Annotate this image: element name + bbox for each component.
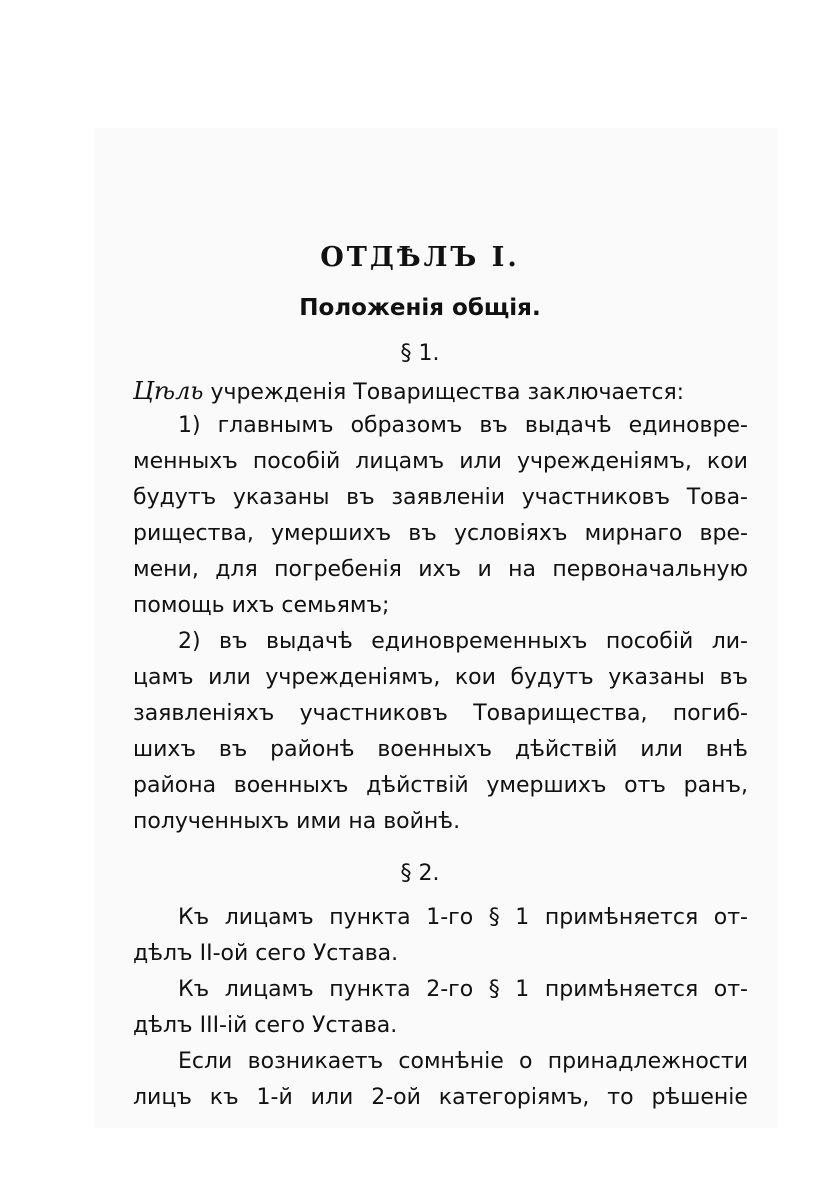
- word: то: [607, 1085, 634, 1110]
- word: 1: [515, 905, 530, 930]
- word: въ: [219, 629, 248, 654]
- word: от-: [713, 977, 748, 1002]
- word: единовременныхъ: [371, 629, 588, 654]
- word: Товарищества,: [473, 701, 648, 726]
- item1-line: [133, 559, 748, 581]
- word: погребенія: [274, 557, 402, 582]
- word: Къ: [178, 905, 210, 930]
- word: внѣ: [705, 737, 748, 762]
- word: будутъ: [510, 665, 594, 690]
- item2-line: [133, 703, 748, 725]
- word: лицамъ: [224, 905, 314, 930]
- word: ранъ,: [683, 773, 748, 798]
- word: заявленіи: [391, 485, 506, 510]
- word: возникаетъ: [247, 1049, 384, 1074]
- word: лицамъ: [224, 977, 314, 1002]
- word: учрежденіямъ,: [265, 665, 441, 690]
- word: къ: [209, 1085, 239, 1110]
- word: образомъ: [350, 413, 463, 438]
- section-1-intro: [133, 379, 753, 404]
- word: пособій: [605, 629, 694, 654]
- word: выдачѣ: [265, 629, 353, 654]
- word: пособій: [252, 449, 341, 474]
- word: ли-: [711, 629, 748, 654]
- word: военныхъ: [233, 773, 349, 798]
- word: кои: [706, 449, 748, 474]
- word: о: [519, 1049, 533, 1074]
- word: военныхъ: [377, 737, 493, 762]
- section2-p2-line: [178, 979, 748, 1001]
- intro-italic-word: Цѣль: [133, 377, 204, 405]
- item1-line: [133, 487, 748, 509]
- word: кои: [454, 665, 496, 690]
- item2-line: [133, 775, 748, 797]
- word: заявленіяхъ: [133, 701, 275, 726]
- word: участниковъ: [521, 485, 671, 510]
- word: въ: [479, 413, 508, 438]
- word: рѣшеніе: [651, 1085, 748, 1110]
- item2-last-line: полученныхъ ими на войнѣ.: [133, 809, 461, 834]
- word: Къ: [178, 977, 210, 1002]
- word: умершихъ: [486, 773, 607, 798]
- word: шихъ: [133, 737, 196, 762]
- word: районѣ: [270, 737, 355, 762]
- word: примѣняется: [544, 905, 699, 930]
- word: 1-го: [426, 905, 474, 930]
- chapter-heading: ОТДѢЛЪ I.: [320, 242, 520, 273]
- word: категоріямъ,: [438, 1085, 590, 1110]
- section2-p2-last-line: дѣлъ III-ій сего Устава.: [133, 1013, 398, 1038]
- item2-line: [133, 667, 748, 689]
- word: лицамъ: [355, 449, 445, 474]
- word: въ: [346, 485, 375, 510]
- word: пункта: [329, 905, 411, 930]
- word: первоначальную: [552, 557, 748, 582]
- word: и: [477, 557, 492, 582]
- word: условіяхъ: [453, 521, 568, 546]
- item2-line: [133, 739, 748, 761]
- word: дѣйствій: [514, 737, 618, 762]
- word: дѣйствій: [366, 773, 469, 798]
- word: 2-ой: [371, 1085, 421, 1110]
- word: выдачѣ: [524, 413, 612, 438]
- word: для: [215, 557, 258, 582]
- word: района: [133, 773, 217, 798]
- intro-rest: учрежденія Товарищества заключается:: [210, 380, 685, 405]
- item1-line: [133, 451, 748, 473]
- word: §: [488, 905, 500, 930]
- word: на: [508, 557, 537, 582]
- word: или: [640, 737, 683, 762]
- word: принадлежности: [547, 1049, 748, 1074]
- word: §: [488, 977, 500, 1002]
- word: цамъ: [133, 665, 194, 690]
- item1-last-line: помощь ихъ семьямъ;: [133, 593, 390, 618]
- section2-p1-line: [178, 907, 748, 929]
- word: Това-: [686, 485, 748, 510]
- word: мирнаго: [584, 521, 683, 546]
- word: вре-: [699, 521, 748, 546]
- word: главнымъ: [217, 413, 334, 438]
- word: рищества,: [133, 521, 254, 546]
- item1-line: [133, 523, 748, 545]
- word: участниковъ: [299, 701, 448, 726]
- word: будутъ: [133, 485, 217, 510]
- word: или: [310, 1085, 354, 1110]
- word: лицъ: [133, 1085, 192, 1110]
- word: въ: [719, 665, 748, 690]
- item2-line: [178, 631, 748, 653]
- word: от-: [713, 905, 748, 930]
- word: менныхъ: [133, 449, 238, 474]
- word: 1): [178, 413, 201, 438]
- word: ихъ: [418, 557, 462, 582]
- word: учрежденіямъ,: [516, 449, 692, 474]
- word: или: [208, 665, 251, 690]
- word: 1: [515, 977, 530, 1002]
- word: сомнѣніе: [398, 1049, 504, 1074]
- word: единовре-: [628, 413, 748, 438]
- section2-p3-line: [178, 1051, 748, 1073]
- word: погиб-: [672, 701, 748, 726]
- word: въ: [218, 737, 248, 762]
- word: умершихъ: [271, 521, 392, 546]
- section-2-mark: § 2.: [400, 861, 440, 886]
- word: пункта: [329, 977, 411, 1002]
- section2-p1-last-line: дѣлъ II-ой сего Устава.: [133, 941, 399, 966]
- word: Если: [178, 1049, 233, 1074]
- section2-p3-line: [133, 1087, 748, 1109]
- word: примѣняется: [544, 977, 699, 1002]
- word: въ: [408, 521, 437, 546]
- word: 1-й: [256, 1085, 293, 1110]
- word: 2-го: [426, 977, 474, 1002]
- section-1-mark: § 1.: [400, 341, 440, 366]
- word: отъ: [624, 773, 666, 798]
- word: мени,: [133, 557, 199, 582]
- word: указаны: [232, 485, 330, 510]
- chapter-subheading: Положенія общія.: [299, 295, 541, 321]
- item1-line: [178, 415, 748, 437]
- word: 2): [178, 629, 201, 654]
- word: или: [459, 449, 502, 474]
- word: указаны: [608, 665, 705, 690]
